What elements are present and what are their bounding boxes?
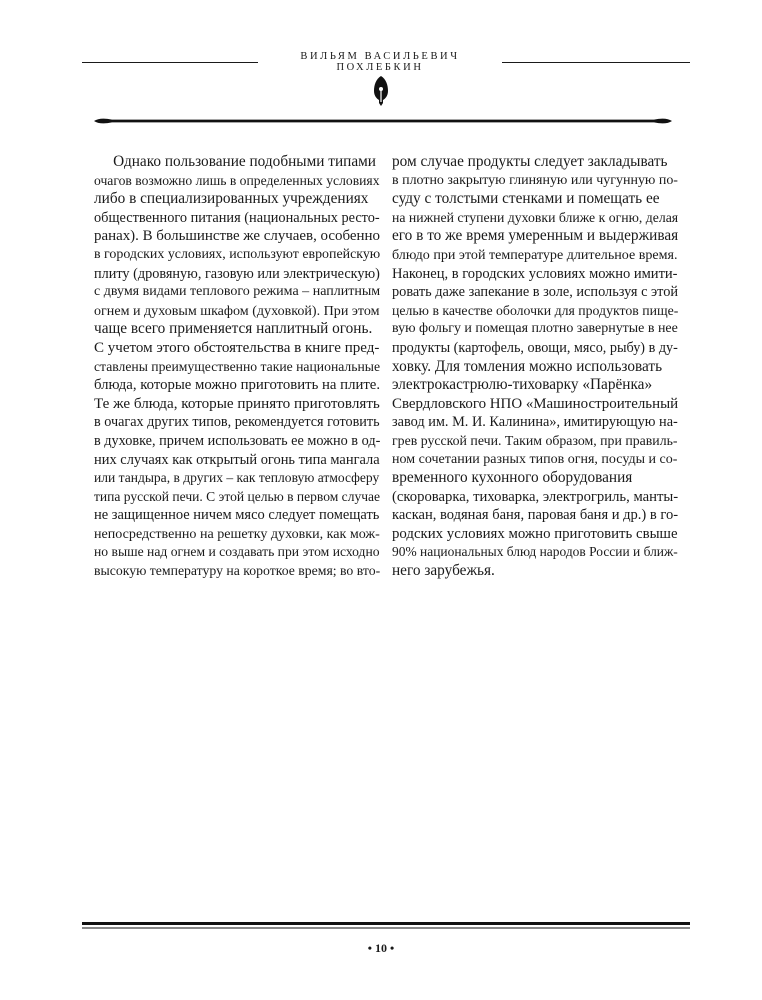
- header-divider-right: [502, 62, 690, 63]
- header-divider-left: [82, 62, 258, 63]
- fountain-pen-nib-icon: [372, 75, 390, 107]
- header-swash-rule: [94, 116, 672, 126]
- text-line: Наконец, в городских условиях можно имити-: [392, 265, 678, 282]
- text-line: каскан, водяная баня, паровая баня и др.) в го-: [392, 507, 679, 524]
- text-line: блюдо при этой температуре длительное время.: [392, 246, 678, 263]
- text-line: плиту (дровяную, газовую или электрическую): [94, 265, 380, 282]
- text-line: с двумя видами теплового режима – наплитным: [94, 284, 381, 300]
- text-line: грев русской печи. Таким образом, при правиль-: [392, 432, 678, 448]
- text-line: него зарубежья.: [392, 562, 495, 580]
- text-line: целью в качестве оболочки для продуктов пище-: [392, 302, 679, 318]
- text-column-right: [392, 153, 678, 581]
- text-line: родских условиях можно приготовить свыше: [392, 525, 678, 542]
- text-line: ровать даже запекание в золе, используя с этой: [392, 284, 679, 301]
- text-line: С учетом этого обстоятельства в книге пред-: [94, 339, 380, 356]
- text-line: продукты (картофель, овощи, мясо, рыбу) в ду-: [392, 339, 678, 356]
- text-line: блюда, которые можно приготовить на плите.: [94, 377, 381, 394]
- text-line: временного кухонного оборудования: [392, 469, 633, 487]
- text-line: в городских условиях, используют европейскую: [94, 246, 381, 262]
- text-line: ховку. Для томления можно использовать: [392, 357, 663, 375]
- text-line: электрокастрюлю-тиховарку «Парёнка»: [392, 376, 653, 394]
- footer-double-rule: [82, 922, 690, 930]
- text-line: Те же блюда, которые принято приготовлять: [94, 395, 380, 412]
- text-line: в очагах других типов, рекомендуется готовить: [94, 414, 380, 431]
- text-line: ранах). В большинстве же случаев, особенно: [94, 228, 380, 245]
- text-line: них случаях как открытый огонь типа мангала: [94, 451, 380, 468]
- text-line: или тандыра, в других – как тепловую атмосферу: [94, 470, 380, 486]
- text-line: очагов возможно лишь в определенных условиях: [94, 172, 380, 188]
- text-line: (скороварка, тиховарка, электрогриль, манты-: [392, 488, 679, 505]
- text-line: но выше над огнем и создавать при этом исходно: [94, 544, 380, 560]
- text-line: в духовке, причем использовать ее можно в од-: [94, 432, 381, 449]
- text-line: Свердловского НПО «Машиностроительный: [392, 395, 679, 412]
- text-column-left: [94, 153, 380, 581]
- text-line: не защищенное ничем мясо следует помещать: [94, 507, 380, 524]
- text-line: непосредственно на решетку духовки, как мож-: [94, 525, 380, 542]
- text-line: ставлены преимущественно такие национальные: [94, 358, 381, 374]
- text-line: суду с толстыми стенками и помещать ее: [392, 190, 660, 208]
- text-line: 90% национальных блюд народов России и ближ-: [392, 544, 678, 560]
- text-line: вую фольгу и помещая плотно завернутые в нее: [392, 321, 678, 337]
- running-header-author: ВИЛЬЯМ ВАСИЛЬЕВИЧ ПОХЛЕБКИН: [300, 51, 460, 73]
- text-line: чаще всего применяется наплитный огонь.: [94, 320, 373, 338]
- text-line: высокую температуру на короткое время; во вто-: [94, 563, 381, 579]
- text-line: типа русской печи. С этой целью в первом случае: [94, 488, 381, 504]
- text-line: ром случае продукты следует закладывать: [392, 153, 668, 170]
- text-line: ном сочетании разных типов огня, посуды и со-: [392, 451, 678, 467]
- text-line: либо в специализированных учреждениях: [94, 190, 369, 208]
- text-line: завод им. М. И. Калинина», имитирующую на-: [392, 414, 678, 431]
- text-line: огнем и духовым шкафом (духовкой). При этом: [94, 302, 380, 319]
- text-line: на нижней ступени духовки ближе к огню, делая: [392, 209, 679, 225]
- text-line: Однако пользование подобными типами: [94, 153, 376, 170]
- text-line: в плотно закрытую глиняную или чугунную по-: [392, 172, 678, 188]
- text-line: общественного питания (национальных ресто-: [94, 209, 380, 226]
- text-line: его в то же время умеренным и выдерживая: [392, 227, 679, 245]
- page-number: • 10 •: [367, 941, 395, 955]
